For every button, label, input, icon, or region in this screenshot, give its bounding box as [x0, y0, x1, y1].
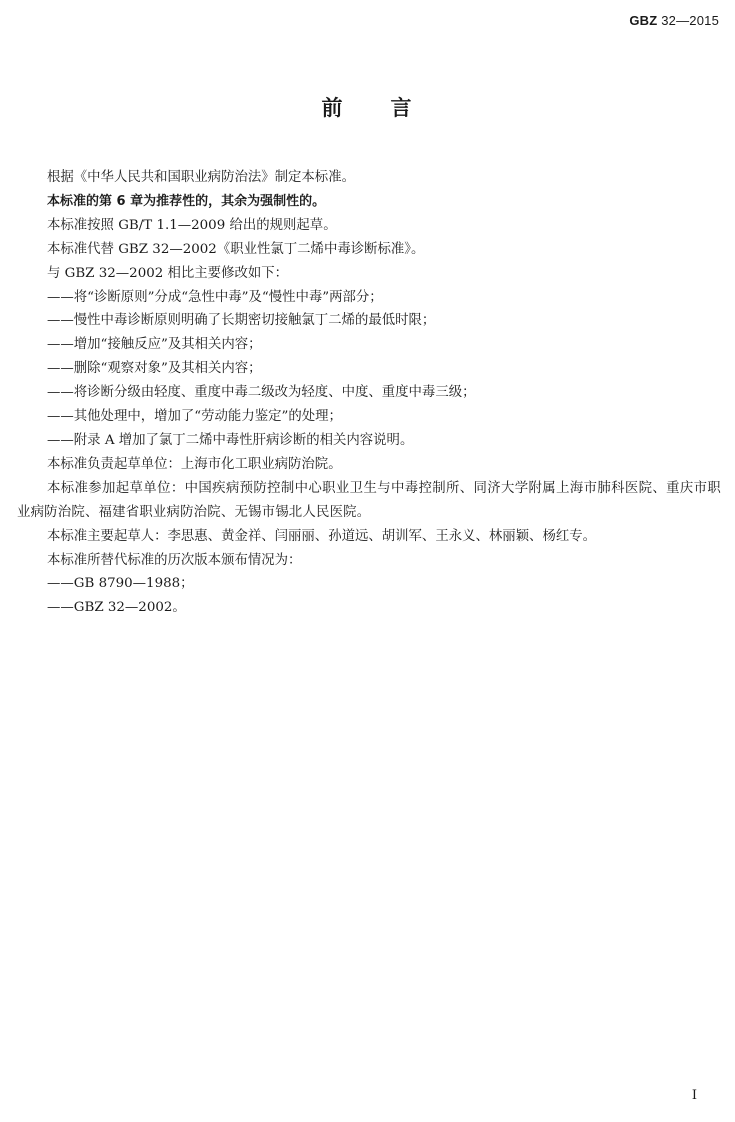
list-item: ——GB 8790—1988； — [47, 576, 194, 592]
paragraph-legal-basis: 根据《中华人民共和国职业病防治法》制定本标准。 — [47, 170, 355, 185]
list-item: ——其他处理中，增加了“劳动能力鉴定”的处理； — [47, 409, 342, 425]
paragraph-participating-units: 本标准参加起草单位：中国疾病预防控制中心职业卫生与中毒控制所、同济大学附属上海市肺科医院、重庆市职业病防治院、福建省职业病防治院、无锡市锡北人民医院。 — [17, 480, 721, 520]
standard-header — [629, 13, 719, 28]
paragraph-mandatory-note: 本标准的第 6 章为推荐性的，其余为强制性的。 — [47, 193, 326, 209]
foreword-body — [17, 166, 721, 620]
standard-number: 32—2015 — [661, 13, 719, 28]
paragraph-drafters: 本标准主要起草人：李思惠、黄金祥、闫丽丽、孙道远、胡训军、王永义、林丽颖、杨红专。 — [47, 528, 597, 544]
paragraph-history-intro: 本标准所替代标准的历次版本颁布情况为： — [47, 552, 302, 568]
list-item: ——将“诊断原则”分成“急性中毒”及“慢性中毒”两部分； — [47, 289, 383, 305]
paragraph-drafting-rules: 本标准按照 GB/T 1.1—2009 给出的规则起草。 — [47, 217, 337, 233]
list-item: ——GBZ 32—2002。 — [47, 600, 186, 616]
paragraph-responsible-unit: 本标准负责起草单位：上海市化工职业病防治院。 — [47, 456, 342, 472]
page-number: I — [691, 1088, 697, 1103]
list-item: ——增加“接触反应”及其相关内容； — [47, 337, 262, 353]
list-item: ——将诊断分级由轻度、重度中毒二级改为轻度、中度、重度中毒三级； — [47, 385, 476, 401]
list-item: ——删除“观察对象”及其相关内容； — [47, 361, 262, 377]
paragraph-replaces: 本标准代替 GBZ 32—2002《职业性氯丁二烯中毒诊断标准》。 — [47, 241, 425, 257]
paragraph-changes-intro: 与 GBZ 32—2002 相比主要修改如下： — [47, 265, 289, 281]
standard-code: GBZ — [629, 13, 658, 28]
page-title — [0, 92, 735, 122]
title-char-1: 前 — [321, 95, 345, 120]
list-item: ——慢性中毒诊断原则明确了长期密切接触氯丁二烯的最低时限； — [47, 313, 436, 329]
list-item: ——附录 A 增加了氯丁二烯中毒性肝病诊断的相关内容说明。 — [47, 432, 414, 448]
title-char-2: 言 — [390, 95, 414, 120]
